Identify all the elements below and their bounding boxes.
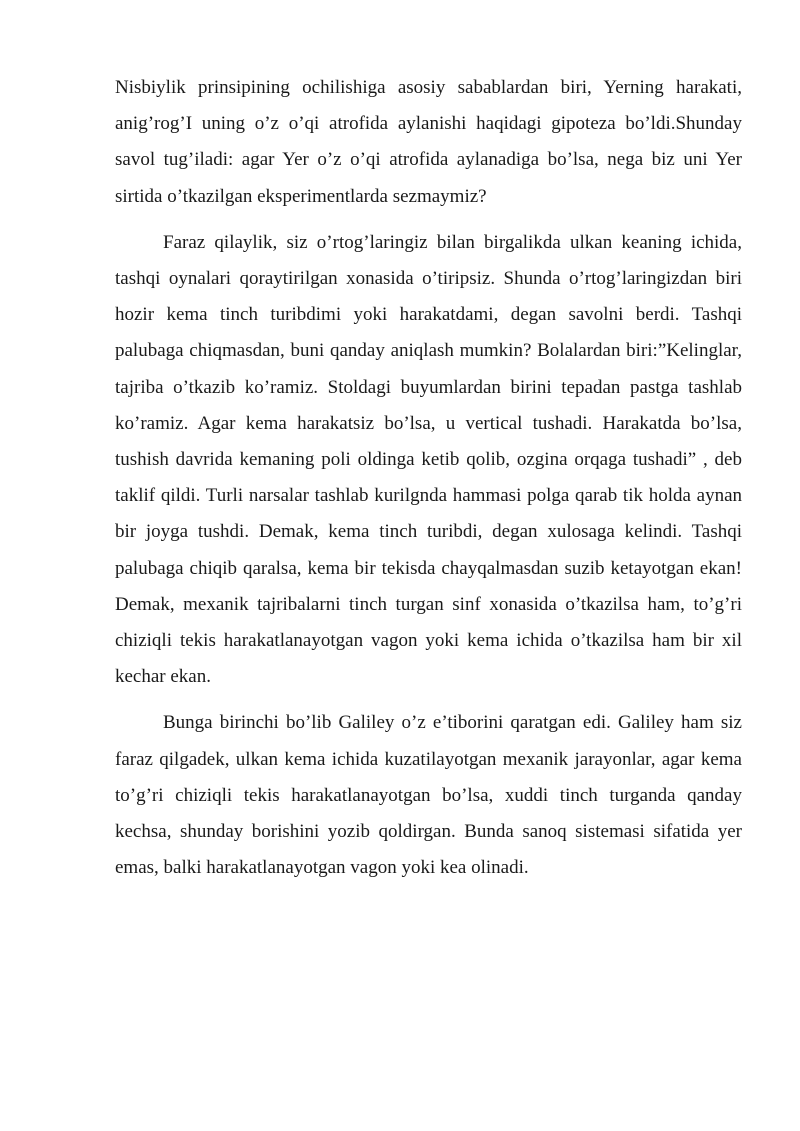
paragraph-3: Bunga birinchi bo’lib Galiley o’z e’tiborini qaratgan edi. Galiley ham siz faraz qilgadek, ulkan kema ichida kuzatilayotgan mexanik jarayonlar, agar kema to’g’ri chiziqli tekis harakatlanayotgan bo’lsa, xuddi tinch turganda qanday kechsa, shunday borishini yozib qoldirgan. Bunda sanoq sistemasi sifatida yer emas, balki harakatlanayotgan vagon yoki kea olinadi.	[115, 712, 742, 879]
paragraph-2: Faraz qilaylik, siz o’rtog’laringiz bilan birgalikda ulkan keaning ichida, tashqi oynalari qoraytirilgan xonasida o’tiripsiz. Shunda o’rtog’laringizdan biri hozir kema tinch turibdimi yoki harakatdami, degan savolni berdi. Tashqi palubaga chiqmasdan, buni qanday aniqlash mumkin? Bolalardan biri:”Kelinglar, tajriba o’tkazib ko’ramiz. Stoldagi buyumlardan birini tepadan pastga tashlab ko’ramiz. Agar kema harakatsiz bo’lsa, u vertical tushadi. Harakatda bo’lsa, tushish davrida kemaning poli oldinga ketib qolib, ozgina orqaga tushadi” , deb taklif qildi. Turli narsalar tashlab kurilgnda hammasi polga qarab tik holda aynan bir joyga tushdi. Demak, kema tinch turibdi, degan xulosaga kelindi. Tashqi palubaga chiqib qaralsa, kema bir tekisda chayqalmasdan suzib ketayotgan ekan! Demak, mexanik tajribalarni tinch turgan sinf xonasida o’tkazilsa ham, to’g’ri chiziqli tekis harakatlanayotgan vagon yoki kema ichida o’tkazilsa ham bir xil kechar ekan.	[115, 231, 742, 688]
document-body	[115, 70, 742, 886]
paragraph-1: Nisbiylik prinsipining ochilishiga asosiy sabablardan biri, Yerning harakati, anig’rog’I uning o’z o’qi atrofida aylanishi haqidagi gipoteza bo’ldi.Shunday savol tug’iladi: agar Yer o’z o’qi atrofida aylanadiga bo’lsa, nega biz uni Yer sirtida o’tkazilgan eksperimentlarda sezmaymiz?	[115, 77, 742, 207]
